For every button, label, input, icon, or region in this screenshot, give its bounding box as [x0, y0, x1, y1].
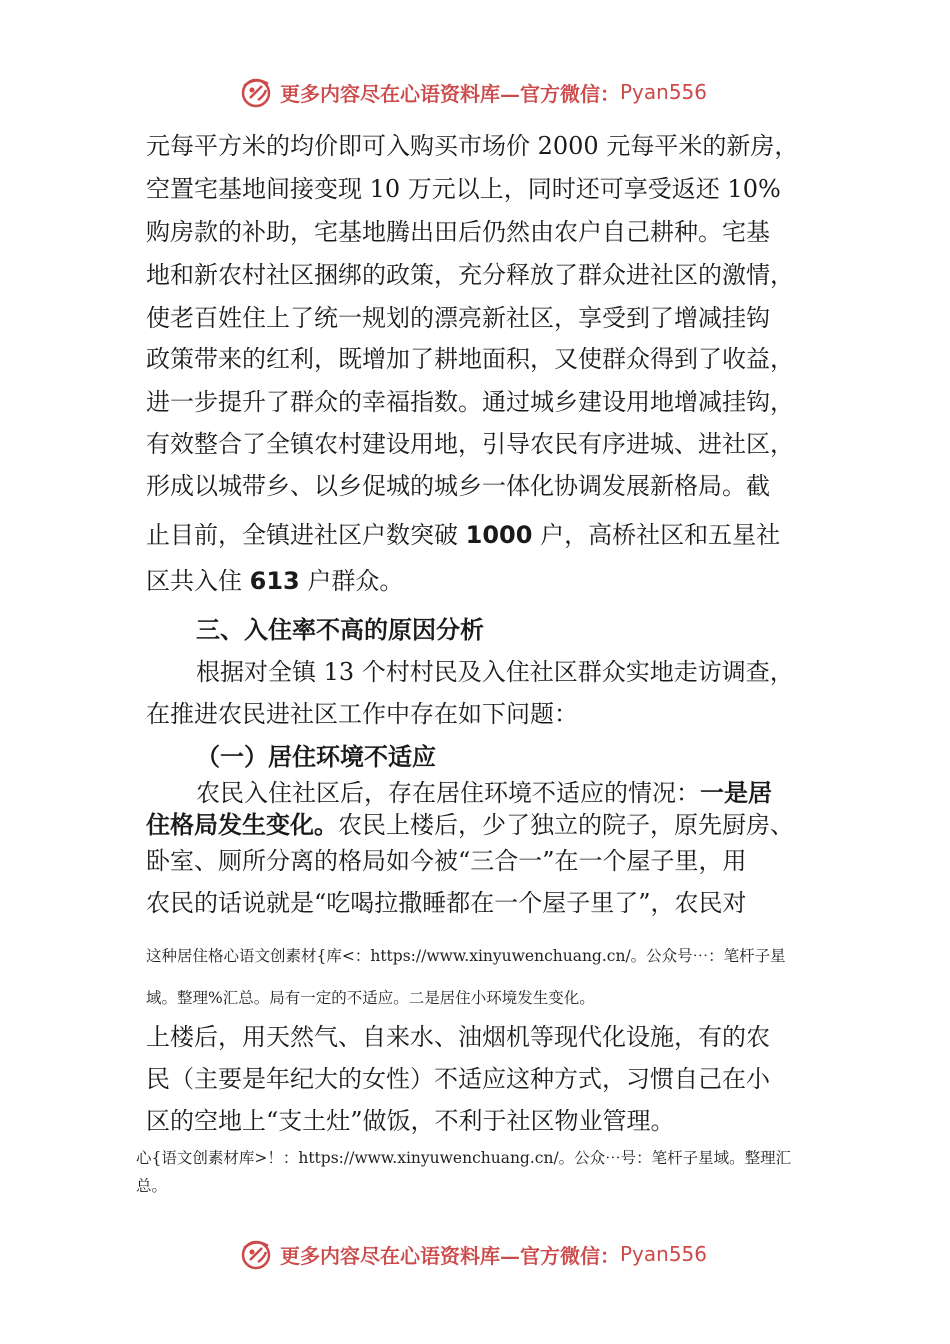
subsection-heading: （一）居住环境不适应 [196, 743, 436, 771]
household-count: 1000 [465, 521, 533, 549]
text-line: 有效整合了全镇农村建设用地，引导农民有序进城、进社区， [146, 430, 794, 458]
text-span: 农民入住社区后，存在居住环境不适应的情况： [196, 779, 700, 807]
text-span: 户，高桥社区和五星社 [532, 521, 781, 549]
bold-point: 一是居 [700, 779, 772, 807]
watermark-note-line: 总。 [136, 1177, 168, 1195]
text-line: 农民的话说就是“吃喝拉撒睡都在一个屋子里了”，农民对 [146, 889, 747, 917]
section-heading: 三、入住率不高的原因分析 [196, 616, 484, 644]
banner-wechat-id: Pyan556 [620, 80, 708, 104]
watermark-note-line: 域。整理%汇总。局有一定的不适应。二是居住小环境发生变化。 [146, 989, 595, 1007]
resident-count: 613 [249, 567, 300, 595]
text-line: 政策带来的红利，既增加了耕地面积，又使群众得到了收益， [146, 345, 794, 373]
text-line: 进一步提升了群众的幸福指数。通过城乡建设用地增减挂钩， [146, 388, 794, 416]
banner-wechat-id: Pyan556 [620, 1242, 708, 1266]
text-span: 户群众。 [299, 567, 404, 595]
brand-logo-icon [238, 1236, 274, 1272]
watermark-note-line: 心{语文创素材库>！：https://www.xinyuwenchuang.cn/。公众⋯号：笔杆子星域。整理汇 [136, 1149, 792, 1167]
watermark-note-line: 这种居住格心语文创素材{库<：https://www.xinyuwenchuang.cn/。公众号⋯：笔杆子星 [146, 947, 786, 965]
text-line: 卧室、厕所分离的格局如今被“三合一”在一个屋子里，用 [146, 847, 747, 875]
banner-text: 更多内容尽在心语资料库—官方微信： [280, 81, 620, 106]
text-line: 空置宅基地间接变现 10 万元以上，同时还可享受返还 10% [146, 175, 781, 203]
text-line: 形成以城带乡、以乡促城的城乡一体化协调发展新格局。截 [146, 472, 770, 500]
text-span: 止目前，全镇进社区户数突破 [146, 521, 466, 549]
text-line [196, 778, 772, 808]
brand-logo-icon [238, 74, 274, 110]
text-line [146, 520, 780, 550]
text-line: 民（主要是年纪大的女性）不适应这种方式，习惯自己在小 [146, 1065, 770, 1093]
text-line: 上楼后，用天然气、自来水、油烟机等现代化设施，有的农 [146, 1023, 770, 1051]
text-line: 元每平方米的均价即可入购买市场价 2000 元每平米的新房， [146, 132, 799, 160]
bold-point: 住格局发生变化。 [146, 811, 338, 839]
header-banner [238, 72, 758, 112]
text-span: 农民上楼后，少了独立的院子，原先厨房、 [338, 811, 794, 839]
text-line [146, 810, 794, 840]
text-line: 根据对全镇 13 个村村民及入住社区群众实地走访调查， [196, 658, 794, 686]
text-line: 地和新农村社区捆绑的政策，充分释放了群众进社区的激情， [146, 261, 794, 289]
footer-banner [238, 1234, 758, 1274]
text-span: 区共入住 [146, 567, 250, 595]
text-line: 使老百姓住上了统一规划的漂亮新社区，享受到了增减挂钩 [146, 304, 770, 332]
text-line: 购房款的补助，宅基地腾出田后仍然由农户自己耕种。宅基 [146, 218, 770, 246]
banner-text: 更多内容尽在心语资料库—官方微信： [280, 1243, 620, 1268]
text-line: 在推进农民进社区工作中存在如下问题： [146, 700, 578, 728]
text-line [146, 566, 403, 596]
text-line: 区的空地上“支土灶”做饭，不利于社区物业管理。 [146, 1107, 675, 1135]
